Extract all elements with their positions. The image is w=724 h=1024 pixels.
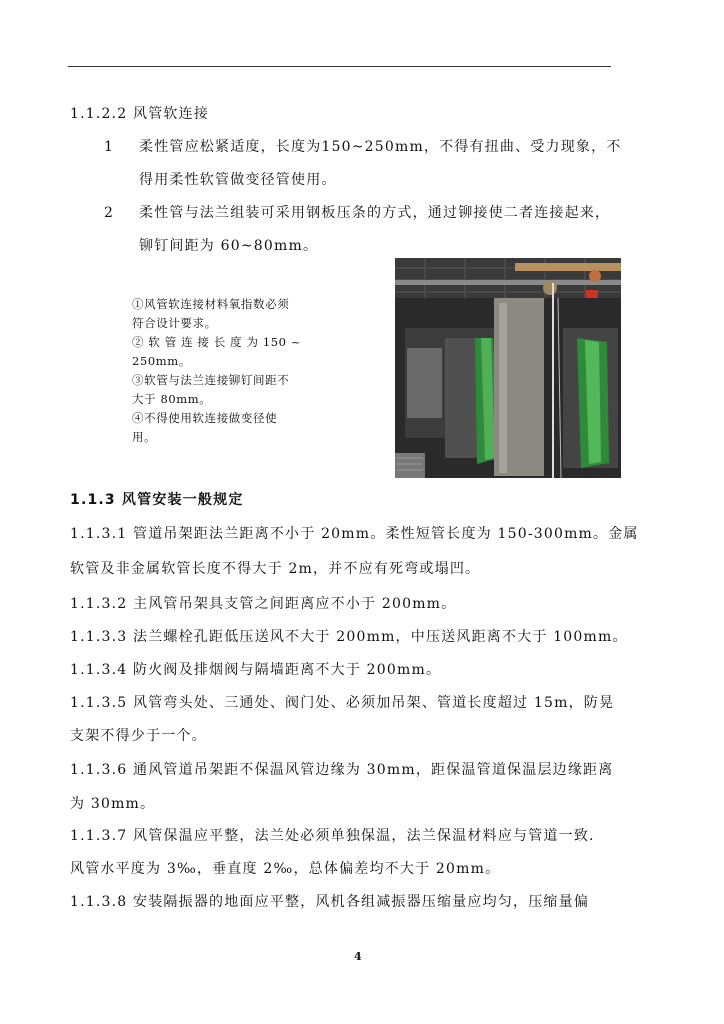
body-line: 风管水平度为 3‰，垂直度 2‰，总体偏差均不大于 20mm。 (70, 861, 501, 877)
note-line: ② 软 管 连 接 长 度 为 150 ~ (132, 335, 302, 349)
body-line: 为 30mm。 (70, 796, 156, 812)
item-2-number: 2 (104, 205, 115, 221)
note-line: 用。 (132, 430, 157, 444)
body-line: 1.1.3.4 防火阀及排烟阀与隔墙距离不大于 200mm。 (70, 662, 442, 678)
note-line: ④不得使用软连接做变径使 (132, 411, 278, 425)
body-line: 1.1.3.3 法兰螺栓孔距低压送风不大于 200mm，中压送风距离不大于 100mm。 (70, 629, 628, 645)
body-line: 软管及非金属软管长度不得大于 2m，并不应有死弯或塌凹。 (70, 561, 481, 577)
body-line: 支架不得少于一个。 (70, 728, 207, 744)
note-line: ①风管软连接材料氧指数必须 (132, 297, 290, 311)
item-1-number: 1 (104, 139, 115, 155)
body-line: 1.1.3.2 主风管吊架具支管之间距离应不小于 200mm。 (70, 596, 457, 612)
body-line: 1.1.3.1 管道吊架距法兰距离不小于 20mm。柔性短管长度为 150-300mm。金属 (70, 526, 639, 542)
item-1-line1: 柔性管应松紧适度，长度为150~250mm，不得有扭曲、受力现象，不 (139, 139, 622, 155)
note-line: 250mm。 (132, 354, 191, 368)
note-line: 符合设计要求。 (132, 316, 217, 330)
item-1-line2: 得用柔性软管做变径管使用。 (139, 172, 337, 188)
header-rule (68, 66, 611, 67)
body-line: 1.1.3.7 风管保温应平整，法兰处必须单独保温，法兰保温材料应与管道一致. (70, 828, 595, 844)
note-line: ③软管与法兰连接铆钉间距不 (132, 373, 290, 387)
body-line: 1.1.3.5 风管弯头处、三通处、阀门处、必须加吊架、管道长度超过 15m，防晃 (70, 695, 615, 711)
body-line: 1.1.3.6 通风管道吊架距不保温风管边缘为 30mm，距保温管道保温层边缘距离 (70, 762, 614, 778)
body-line: 1.1.3.8 安装隔振器的地面应平整，风机各组减振器压缩量应均匀，压缩量偏 (70, 894, 590, 910)
photo-caption-notes (132, 295, 322, 447)
note-line: 大于 80mm。 (132, 392, 212, 406)
section-113-title: 1.1.3 风管安装一般规定 (70, 492, 244, 508)
item-2-line1: 柔性管与法兰组装可采用钢板压条的方式，通过铆接使二者连接起来， (139, 205, 611, 221)
item-2-line2: 铆钉间距为 60~80mm。 (139, 238, 319, 254)
section-1122-title: 1.1.2.2 风管软连接 (70, 106, 210, 122)
duct-connection-photo (395, 258, 621, 478)
page-number: 4 (354, 950, 362, 963)
